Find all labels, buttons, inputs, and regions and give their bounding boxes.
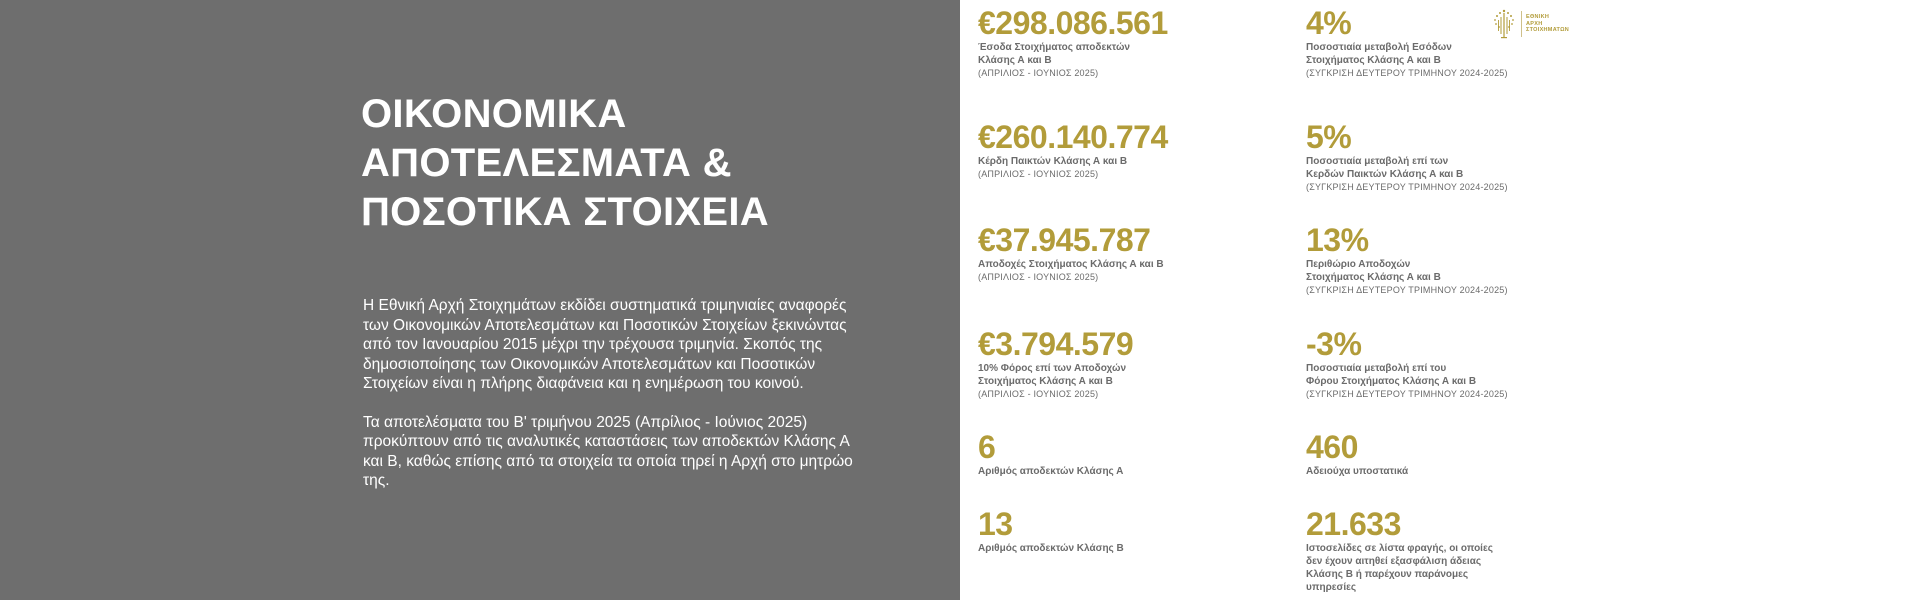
stat-value: €298.086.561 — [978, 5, 1168, 41]
stat-label: Κέρδη Παικτών Κλάσης Α και Β — [978, 156, 1128, 167]
stat-betting-revenue — [978, 6, 1168, 80]
stat-value: 13 — [978, 506, 1013, 542]
stat-label: Αποδοχές Στοιχήματος Κλάσης Α και Β — [978, 259, 1164, 270]
title-line: ΑΠΟΤΕΛΕΣΜΑΤΑ & — [361, 141, 732, 185]
stat-class-a-licensees — [978, 430, 1123, 478]
stat-betting-tax — [978, 327, 1133, 401]
stat-label: 10% Φόρος επί των Αποδοχών Στοιχήματος Κλάσης Α και Β — [978, 363, 1127, 387]
stat-gross-gaming-revenue — [978, 223, 1164, 284]
stat-period: (ΑΠΡΙΛΙΟΣ - ΙΟΥΝΙΟΣ 2025) — [978, 272, 1099, 282]
stat-period: (ΣΥΓΚΡΙΣΗ ΔΕΥΤΕΡΟΥ ΤΡΙΜΗΝΟΥ 2024-2025) — [1306, 285, 1508, 295]
stat-label: Έσοδα Στοιχήματος αποδεκτών Κλάσης Α και Β — [978, 42, 1130, 66]
logo — [1491, 8, 1569, 40]
stat-margin — [1306, 223, 1508, 297]
stat-label: Ιστοσελίδες σε λίστα φραγής, οι οποίες δεν έχουν αιτηθεί εξασφάλιση άδειας Κλάσης Β ή παρέχουν παράνομες υπηρεσίες — [1306, 543, 1493, 593]
stat-label: Αριθμός αποδεκτών Κλάσης Α — [978, 466, 1124, 477]
intro-paragraph: Η Εθνική Αρχή Στοιχημάτων εκδίδει συστηματικά τριμηνιαίες αναφορές των Οικονομικών Αποτελεσμάτων και Ποσοτικών Στοιχείων ξεκινώντας από τον Ιανουαρίου 2015 μέχρι την τρέχουσα τριμηνία. Σκοπός της δημοσιοποίησης των Οικονομικών Αποτελεσμάτων και Ποσοτικών Στοιχείων είναι η πλήρης διαφάνεια και η ενημέρωση του κοινού. — [363, 297, 847, 392]
stat-label: Ποσοστιαία μεταβολή επί του Φόρου Στοιχήματος Κλάσης Α και Β — [1306, 363, 1477, 387]
stat-value: 460 — [1306, 429, 1358, 465]
logo-text: ΕΘΝΙΚΗ ΑΡΧΗ ΣΤΟΙΧΗΜΑΤΩΝ — [1526, 14, 1570, 34]
stat-winnings-change — [1306, 120, 1508, 194]
stat-tax-change — [1306, 327, 1508, 401]
stat-revenue-change — [1306, 6, 1508, 80]
stat-label: Περιθώριο Αποδοχών Στοιχήματος Κλάσης Α και Β — [1306, 259, 1441, 283]
stat-period: (ΣΥΓΚΡΙΣΗ ΔΕΥΤΕΡΟΥ ΤΡΙΜΗΝΟΥ 2024-2025) — [1306, 389, 1508, 399]
stat-period: (ΑΠΡΙΛΙΟΣ - ΙΟΥΝΙΟΣ 2025) — [978, 389, 1099, 399]
stat-period: (ΣΥΓΚΡΙΣΗ ΔΕΥΤΕΡΟΥ ΤΡΙΜΗΝΟΥ 2024-2025) — [1306, 68, 1508, 78]
logo-divider — [1521, 11, 1522, 37]
stat-value: -3% — [1306, 326, 1362, 362]
stat-player-winnings — [978, 120, 1168, 181]
logo-emblem-icon — [1491, 8, 1517, 40]
stat-value: 4% — [1306, 5, 1352, 41]
title-line: ΠΟΣΟΤΙΚΑ ΣΤΟΙΧΕΙΑ — [361, 190, 769, 234]
stat-value: 21.633 — [1306, 506, 1401, 542]
stat-label: Ποσοστιαία μεταβολή Εσόδων Στοιχήματος Κλάσης Α και Β — [1306, 42, 1452, 66]
stat-value: 6 — [978, 429, 996, 465]
intro-text — [363, 296, 863, 510]
stat-value: €260.140.774 — [978, 119, 1168, 155]
stat-label: Αριθμός αποδεκτών Κλάσης Β — [978, 543, 1124, 554]
stat-period: (ΣΥΓΚΡΙΣΗ ΔΕΥΤΕΡΟΥ ΤΡΙΜΗΝΟΥ 2024-2025) — [1306, 182, 1508, 192]
stat-licensed-premises — [1306, 430, 1408, 478]
stat-value: €3.794.579 — [978, 326, 1134, 362]
title-line: ΟΙΚΟΝΟΜΙΚΑ — [361, 92, 627, 136]
stat-blocked-websites — [1306, 507, 1493, 594]
stat-label: Αδειούχα υποστατικά — [1306, 466, 1409, 477]
stat-class-b-licensees — [978, 507, 1124, 555]
stat-period: (ΑΠΡΙΛΙΟΣ - ΙΟΥΝΙΟΣ 2025) — [978, 68, 1099, 78]
stat-value: 13% — [1306, 222, 1369, 258]
page-title — [361, 90, 881, 237]
stat-value: 5% — [1306, 119, 1352, 155]
stat-label: Ποσοστιαία μεταβολή επί των Κερδών Παικτών Κλάσης Α και Β — [1306, 156, 1464, 180]
stat-value: €37.945.787 — [978, 222, 1151, 258]
stat-period: (ΑΠΡΙΛΙΟΣ - ΙΟΥΝΙΟΣ 2025) — [978, 169, 1099, 179]
intro-paragraph: Τα αποτελέσματα του Β' τριμήνου 2025 (Απρίλιος - Ιούνιος 2025) προκύπτουν από τις αναλυτικές καταστάσεις των αποδεκτών Κλάσης Α και Β, καθώς επίσης από τα στοιχεία τα οποία τηρεί η Αρχή στο μητρώο της. — [363, 413, 853, 489]
